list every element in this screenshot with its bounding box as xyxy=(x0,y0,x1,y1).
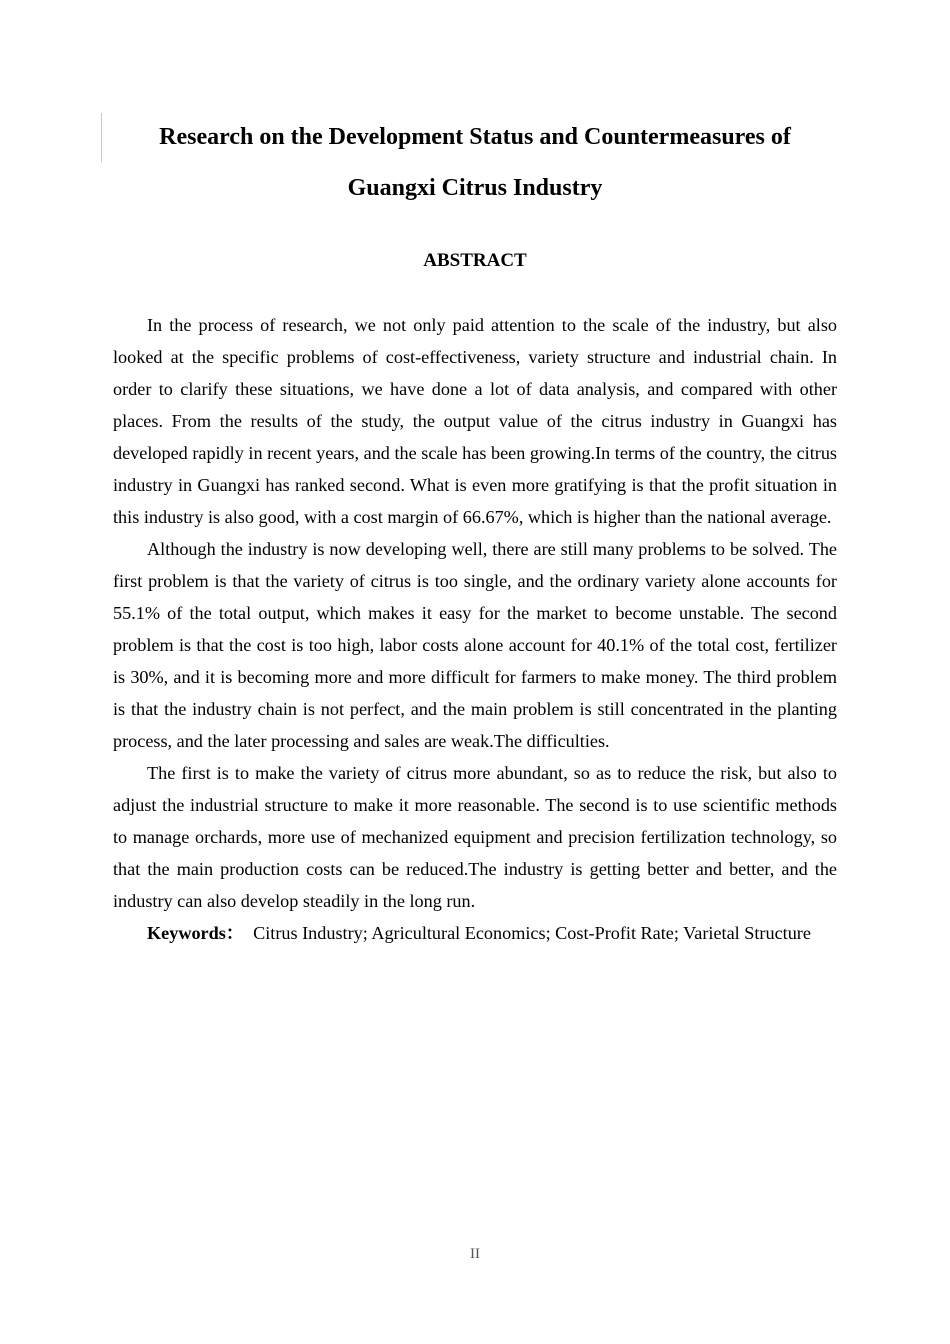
abstract-body xyxy=(113,309,837,949)
keywords-spacer xyxy=(244,923,253,943)
abstract-paragraph-3: The first is to make the variety of citrus more abundant, so as to reduce the risk, but also to adjust the industrial structure to make it more reasonable. The second is to use scientific methods to manage orchards, more use of mechanized equipment and precision fertilization technology, so that the main production costs can be reduced.The industry is getting better and better, and the industry can also develop steadily in the long run. xyxy=(113,763,837,911)
page-number: II xyxy=(470,1246,480,1262)
abstract-paragraph-1: In the process of research, we not only paid attention to the scale of the industry, but also looked at the specific problems of cost-effectiveness, variety structure and industrial chain. In order to clarify these situations, we have done a lot of data analysis, and compared with other places. From the results of the study, the output value of the citrus industry in Guangxi has developed rapidly in recent years, and the scale has been growing.In terms of the country, the citrus industry in Guangxi has ranked second. What is even more gratifying is that the profit situation in this industry is also good, with a cost margin of 66.67%, which is higher than the national average. xyxy=(113,315,837,527)
margin-marker xyxy=(101,113,102,162)
keywords-line xyxy=(113,917,837,949)
keywords-label: Keywords： xyxy=(147,923,244,943)
document-title: Research on the Development Status and Countermeasures of Guangxi Citrus Industry xyxy=(159,124,791,201)
abstract-paragraph-2: Although the industry is now developing well, there are still many problems to be solved. The first problem is that the variety of citrus is too single, and the ordinary variety alone accounts for 55.1% of the total output, which makes it easy for the market to become unstable. The second problem is that the cost is too high, labor costs alone account for 40.1% of the total cost, fertilizer is 30%, and it is becoming more and more difficult for farmers to make money. The third problem is that the industry chain is not perfect, and the main problem is still concentrated in the planting process, and the later processing and sales are weak.The difficulties. xyxy=(113,539,837,751)
abstract-heading: ABSTRACT xyxy=(423,250,527,271)
keywords-text: Citrus Industry; Agricultural Economics; Cost-Profit Rate; Varietal Structure xyxy=(253,923,811,943)
